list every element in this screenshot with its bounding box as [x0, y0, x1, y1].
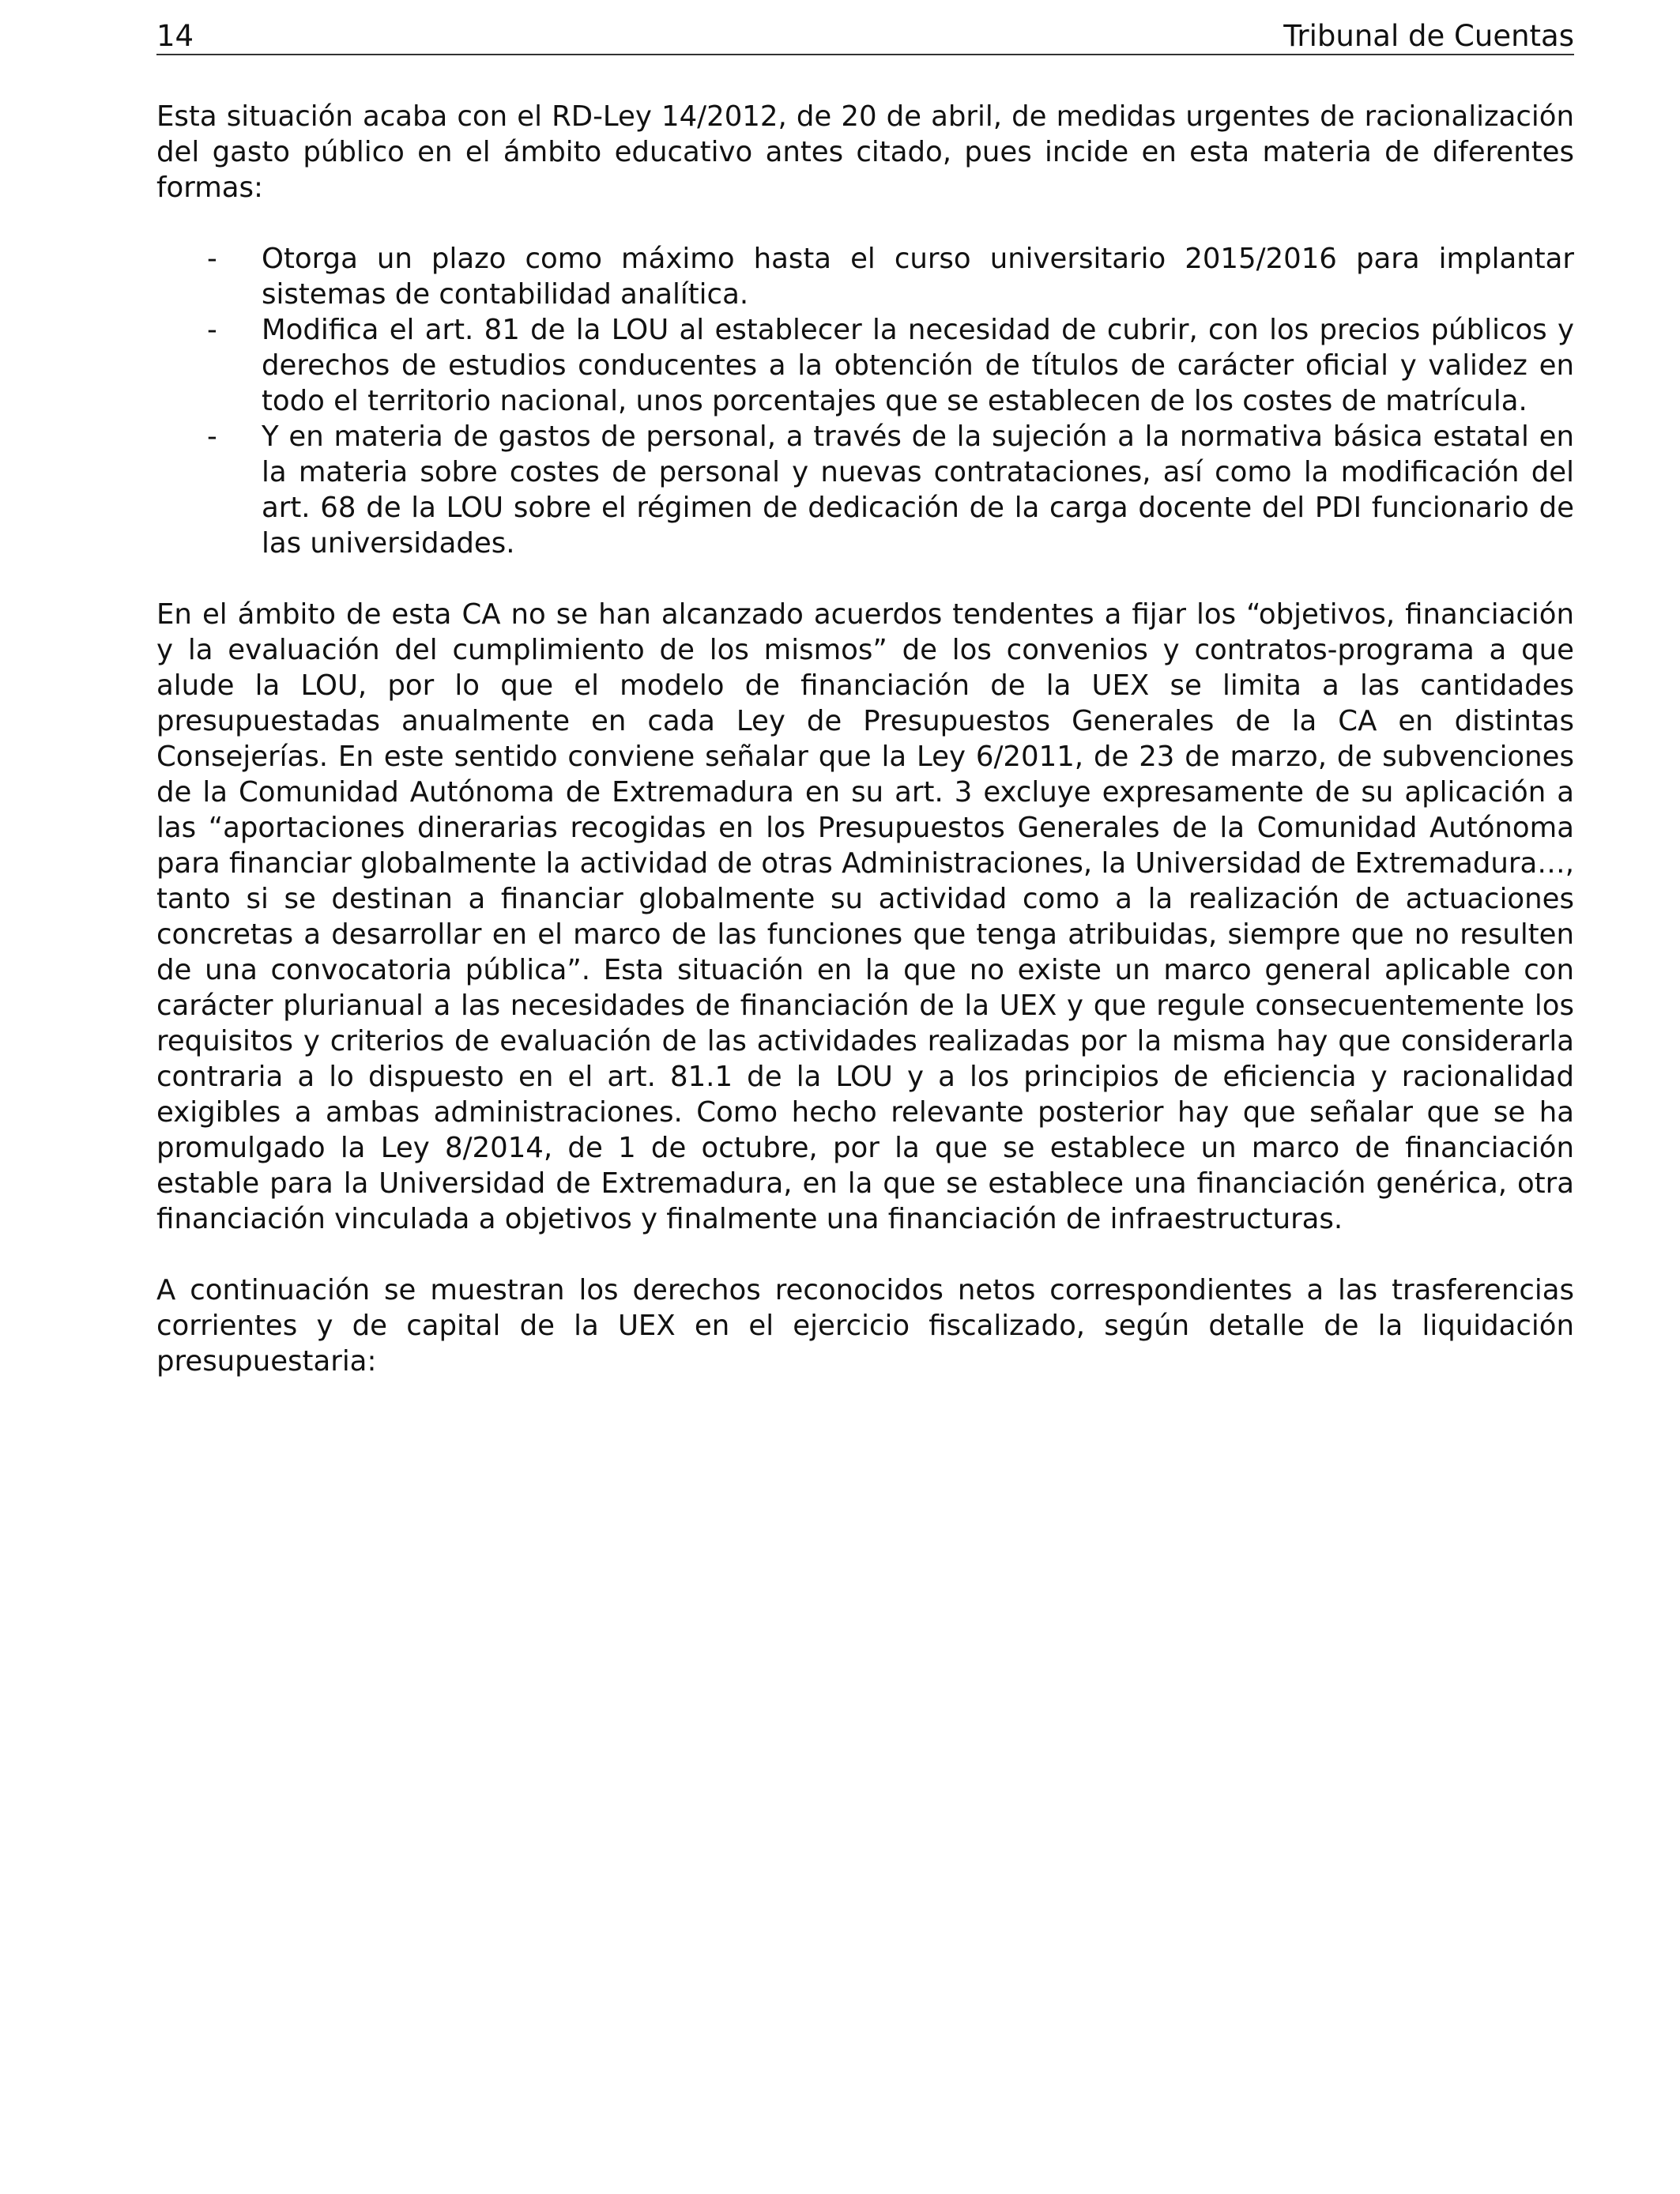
document-body — [156, 99, 1574, 1415]
list-item-text: Otorga un plazo como máximo hasta el curso universitario 2015/2016 para implantar sistemas de contabilidad analítica. — [262, 243, 1574, 311]
bullet-dash: - — [207, 420, 217, 453]
financing-paragraph: En el ámbito de esta CA no se han alcanzado acuerdos tendentes a fijar los “objetivos, financiación y la evaluación del cumplimiento de los mismos” de los convenios y contratos-programa a que alude la LOU, por lo que el modelo de financiación de la UEX se limita a las cantidades presupuestadas anualmente en cada Ley de Presupuestos Generales de la CA en distintas Consejerías. En este sentido conviene señalar que la Ley 6/2011, de 23 de marzo, de subvenciones de la Comunidad Autónoma de Extremadura en su art. 3 excluye expresamente de su aplicación a las “aportaciones dinerarias recogidas en los Presupuestos Generales de la Comunidad Autónoma para financiar globalmente la actividad de otras Administraciones, la Universidad de Extremadura…, tanto si se destinan a financiar globalmente su actividad como a la realización de actuaciones concretas a desarrollar en el marco de las funciones que tenga atribuidas, siempre que no resulten de una convocatoria pública”. Esta situación en la que no existe un marco general aplicable con carácter plurianual a las necesidades de financiación de la UEX y que regule consecuentemente los requisitos y criterios de evaluación de las actividades realizadas por la misma hay que considerarla contraria a lo dispuesto en el art. 81.1 de la LOU y a los principios de eficiencia y racionalidad exigibles a ambas administraciones. Como hecho relevante posterior hay que señalar que se ha promulgado la Ley 8/2014, de 1 de octubre, por la que se establece un marco de financiación estable para la Universidad de Extremadura, en la que se establece una financiación genérica, otra financiación vinculada a objetivos y finalmente una financiación de infraestructuras. — [156, 598, 1574, 1235]
list-item — [156, 241, 1574, 312]
list-item-text: Modifica el art. 81 de la LOU al establecer la necesidad de cubrir, con los precios públicos y derechos de estudios conducentes a la obtención de títulos de carácter oficial y validez en todo el territorio nacional, unos porcentajes que se establecen de los costes de matrícula. — [262, 314, 1574, 417]
bullet-list — [156, 241, 1574, 561]
list-item — [156, 419, 1574, 561]
bullet-dash: - — [207, 314, 217, 346]
page-number: 14 — [156, 19, 194, 53]
header-title: Tribunal de Cuentas — [1283, 19, 1574, 53]
bullet-dash: - — [207, 243, 217, 275]
transfers-paragraph: A continuación se muestran los derechos reconocidos netos correspondientes a las trasferencias corrientes y de capital de la UEX en el ejercicio fiscalizado, según detalle de la liquidación presupuestaria: — [156, 1274, 1574, 1378]
list-item — [156, 312, 1574, 419]
page-header — [156, 17, 1574, 55]
list-item-text: Y en materia de gastos de personal, a través de la sujeción a la normativa básica estatal en la materia sobre costes de personal y nuevas contrataciones, así como la modificación del art. 68 de la LOU sobre el régimen de dedicación de la carga docente del PDI funcionario de las universidades. — [262, 420, 1574, 560]
intro-paragraph: Esta situación acaba con el RD-Ley 14/2012, de 20 de abril, de medidas urgentes de racionalización del gasto público en el ámbito educativo antes citado, pues incide en esta materia de diferentes formas: — [156, 100, 1574, 204]
